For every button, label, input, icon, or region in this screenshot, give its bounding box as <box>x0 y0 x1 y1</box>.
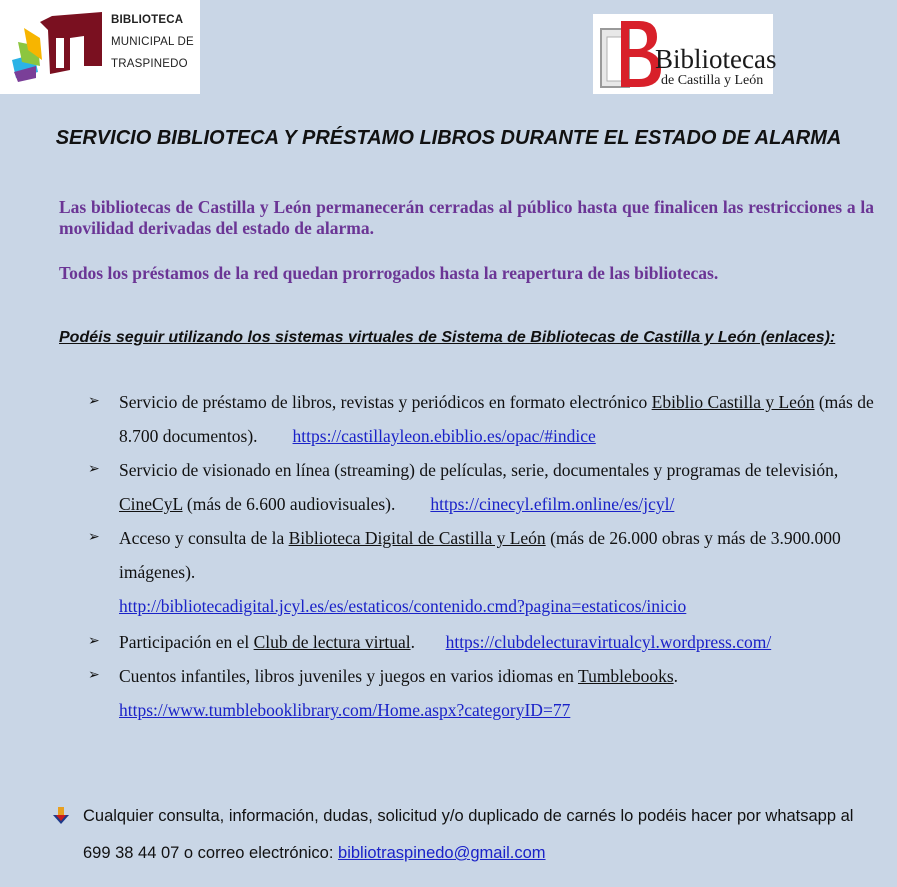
item-punct: . <box>673 666 679 686</box>
arrow-bullet-icon <box>52 807 70 825</box>
arrow-bullet-icon: ➢ <box>88 530 100 545</box>
ebiblio-link[interactable]: https://castillayleon.ebiblio.es/opac/#indice <box>292 426 596 446</box>
service-name-biblioteca-digital: Biblioteca Digital de Castilla y León <box>288 528 546 548</box>
item-count: (más de 6.600 audiovisuales). <box>182 494 396 514</box>
service-name-ebiblio: Ebiblio Castilla y León <box>651 392 815 412</box>
item-description: Participación en el <box>119 632 254 652</box>
bibliotecas-castilla-leon-logo <box>593 14 777 94</box>
service-name-tumblebooks: Tumblebooks <box>578 666 674 686</box>
contact-text: Cualquier consulta, información, dudas, solicitud y/o duplicado de carnés lo podéis hacer por whatsapp al 699 38 44 07 o correo electrónico: <box>83 807 854 862</box>
bibliotecas-subtitle: de Castilla y León <box>661 73 764 88</box>
arrow-bullet-icon: ➢ <box>88 634 100 649</box>
club-lectura-link[interactable]: https://clubdelecturavirtualcyl.wordpress.com/ <box>445 632 772 652</box>
tumblebooks-link[interactable]: https://www.tumblebooklibrary.com/Home.aspx?categoryID=77 <box>119 700 571 720</box>
service-name-cinecyl: CineCyL <box>119 494 183 514</box>
closure-notice: Las bibliotecas de Castilla y León permanecerán cerradas al público hasta que finalicen las restricciones a la movilidad derivadas del estado de alarma. <box>59 197 874 238</box>
service-name-club-lectura: Club de lectura virtual <box>253 632 411 652</box>
arrow-bullet-icon: ➢ <box>88 394 100 409</box>
item-description: Acceso y consulta de la <box>119 528 289 548</box>
item-count: (más de 8.700 documentos). <box>119 392 874 446</box>
arrow-bullet-icon: ➢ <box>88 668 100 683</box>
item-punct: . <box>410 632 415 652</box>
contact-email-link[interactable]: bibliotraspinedo@gmail.com <box>338 844 546 862</box>
biblioteca-traspinedo-logo <box>0 0 200 94</box>
arrow-bullet-icon: ➢ <box>88 462 100 477</box>
item-description: Servicio de préstamo de libros, revistas y periódicos en formato electrónico <box>119 392 652 412</box>
bibliotecas-title: Bibliotecas <box>655 44 777 74</box>
item-count: (más de 26.000 obras y más de 3.900.000 imágenes). <box>119 528 841 582</box>
virtual-services-heading: Podéis seguir utilizando los sistemas virtuales de Sistema de Bibliotecas de Castilla y León (enlaces): <box>59 329 836 346</box>
logo-line-municipal: MUNICIPAL DE <box>111 36 194 48</box>
logo-line-biblioteca: BIBLIOTECA <box>111 14 184 26</box>
item-description: Servicio de visionado en línea (streaming) de películas, serie, documentales y programas de televisión, <box>119 460 839 480</box>
library-logo-icon <box>10 8 110 84</box>
page-title: SERVICIO BIBLIOTECA Y PRÉSTAMO LIBROS DURANTE EL ESTADO DE ALARMA <box>55 127 842 149</box>
biblioteca-digital-link[interactable]: http://bibliotecadigital.jcyl.es/es/estaticos/contenido.cmd?pagina=estaticos/inicio <box>119 596 687 616</box>
loan-extension-notice: Todos los préstamos de la red quedan prorrogados hasta la reapertura de las bibliotecas. <box>59 263 719 283</box>
bibliotecas-b-logo-icon <box>599 19 663 89</box>
cinecyl-link[interactable]: https://cinecyl.efilm.online/es/jcyl/ <box>430 494 675 514</box>
logo-line-traspinedo: TRASPINEDO <box>111 58 188 70</box>
item-description: Cuentos infantiles, libros juveniles y juegos en varios idiomas en <box>119 666 578 686</box>
